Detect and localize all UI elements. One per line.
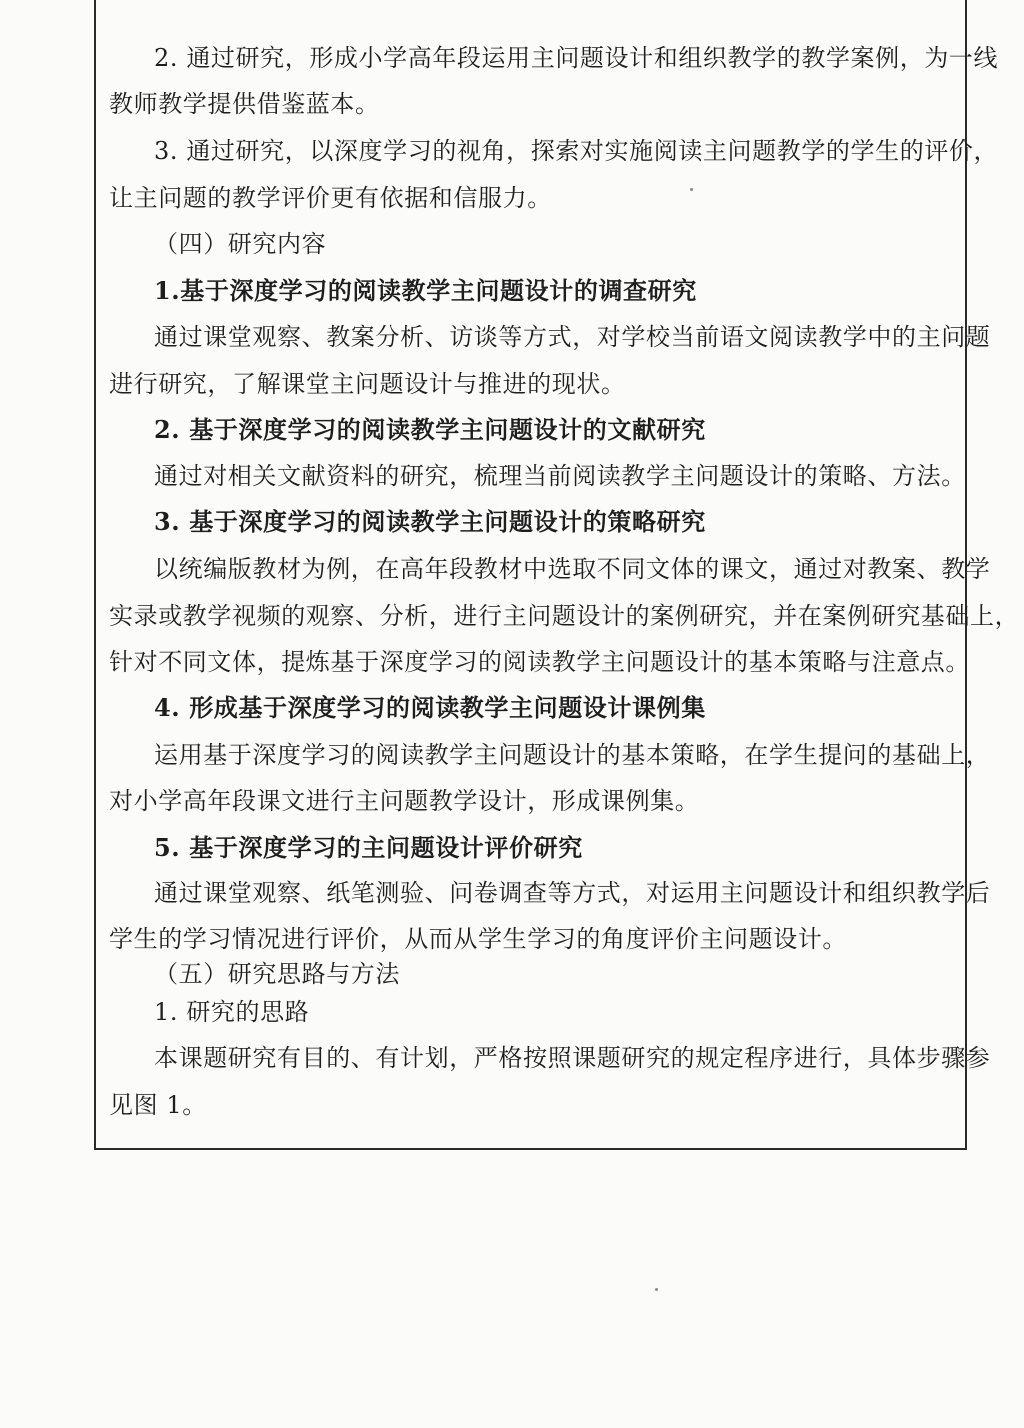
content-5-line-2: 学生的学习情况进行评价，从而从学生学习的角度评价主问题设计。 bbox=[109, 925, 847, 953]
goal-2-line-1: 2. 通过研究，形成小学高年段运用主问题设计和组织教学的教学案例，为一线 bbox=[154, 44, 999, 72]
content-2-line-1: 通过对相关文献资料的研究，梳理当前阅读教学主问题设计的策略、方法。 bbox=[154, 462, 966, 490]
goal-2-line-2: 教师教学提供借鉴蓝本。 bbox=[109, 90, 380, 118]
section-5-heading: （五）研究思路与方法 bbox=[154, 960, 400, 988]
content-3-line-2: 实录或教学视频的观察、分析，进行主问题设计的案例研究，并在案例研究基础上， bbox=[109, 602, 1020, 630]
content-4-line-2: 对小学高年段课文进行主问题教学设计，形成课例集。 bbox=[109, 787, 700, 815]
content-3-line-1: 以统编版教材为例，在高年段教材中选取不同文体的课文，通过对教案、教学 bbox=[154, 555, 991, 583]
method-1-line-1: 本课题研究有目的、有计划，严格按照课题研究的规定程序进行，具体步骤参 bbox=[154, 1044, 991, 1072]
method-1-line-2: 见图 1。 bbox=[109, 1091, 207, 1119]
scan-speck bbox=[655, 1288, 658, 1291]
method-1-heading: 1. 研究的思路 bbox=[154, 998, 310, 1026]
content-2-heading: 2. 基于深度学习的阅读教学主问题设计的文献研究 bbox=[154, 415, 706, 444]
content-4-heading: 4. 形成基于深度学习的阅读教学主问题设计课例集 bbox=[154, 693, 706, 722]
content-5-heading: 5. 基于深度学习的主问题设计评价研究 bbox=[154, 833, 583, 862]
content-3-heading: 3. 基于深度学习的阅读教学主问题设计的策略研究 bbox=[154, 507, 706, 536]
content-1-heading: 1.基于深度学习的阅读教学主问题设计的调查研究 bbox=[154, 276, 697, 305]
goal-3-line-2: 让主问题的教学评价更有依据和信服力。 bbox=[109, 184, 552, 212]
content-1-line-1: 通过课堂观察、教案分析、访谈等方式，对学校当前语文阅读教学中的主问题 bbox=[154, 323, 991, 351]
section-4-heading: （四）研究内容 bbox=[154, 230, 327, 258]
content-4-line-1: 运用基于深度学习的阅读教学主问题设计的基本策略，在学生提问的基础上， bbox=[154, 741, 991, 769]
content-3-line-3: 针对不同文体，提炼基于深度学习的阅读教学主问题设计的基本策略与注意点。 bbox=[109, 648, 970, 676]
goal-3-line-1: 3. 通过研究，以深度学习的视角，探索对实施阅读主问题教学的学生的评价， bbox=[154, 137, 999, 165]
scan-speck bbox=[690, 188, 693, 191]
content-5-line-1: 通过课堂观察、纸笔测验、问卷调查等方式，对运用主问题设计和组织教学后 bbox=[154, 879, 991, 907]
content-1-line-2: 进行研究，了解课堂主问题设计与推进的现状。 bbox=[109, 370, 626, 398]
